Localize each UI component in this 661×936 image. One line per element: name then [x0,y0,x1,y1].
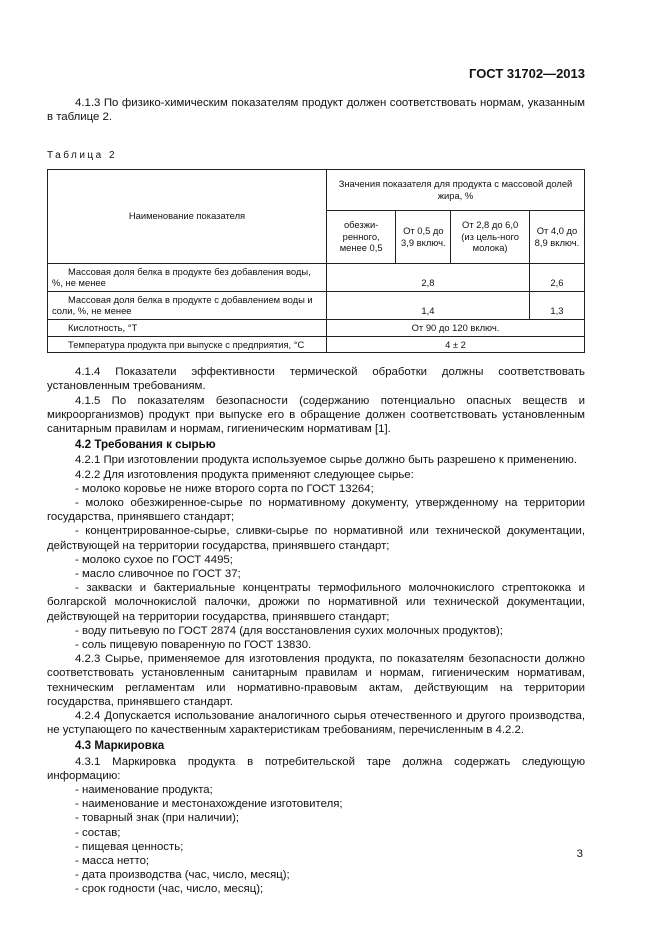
section-heading-4-3: 4.3 Маркировка [75,739,165,753]
list-item: - воду питьевую по ГОСТ 2874 (для восстановления сухих молочных продуктов); [75,624,503,637]
document-code: ГОСТ 31702—2013 [469,66,585,81]
list-item: - состав; [75,826,121,839]
para-4-1-3: 4.1.3 По физико-химическим показателям продукт должен соответствовать нормам, указанным в таблице 2. [47,97,585,124]
table-row [48,263,585,291]
row-value: 4 ± 2 [327,336,585,353]
list-item: - масса нетто; [75,855,150,868]
list-item: - молоко обезжиренное-сырье по нормативному документу, утвержденному на территории государства, принявшего стандарт; [47,497,585,524]
row-value: 2,6 [529,263,584,291]
list-item: - закваски и бактериальные концентраты термофильного молочнокислого стрептококка и болгарской молочнокислой палочки, дрожжи по нормативной или технической документации, действующей на территории государства, принявшего стандарт; [47,582,585,623]
header-col-4: От 4,0 до 8,9 включ. [529,210,584,263]
header-col-2: От 0,5 до 3,9 включ. [396,210,451,263]
table-row [48,291,585,319]
row-value: 2,8 [327,263,530,291]
row-value: От 90 до 120 включ. [327,319,585,336]
list-item: - молоко коровье не ниже второго сорта по ГОСТ 13264; [75,482,374,495]
page-content [47,96,585,897]
list-item: - наименование продукта; [75,784,213,797]
list-item: - концентрированное-сырье, сливки-сырье по нормативной или технической документации, действующей на территории государства, принявшего стандарт; [47,525,585,552]
para-4-2-1: 4.2.1 При изготовлении продукта используемое сырье должно быть разрешено к применению. [75,454,578,467]
table-caption: Таблица 2 [47,150,118,162]
header-values-group: Значения показателя для продукта с массовой долей жира, % [327,169,585,210]
page-number: 3 [576,848,583,860]
row-name: Температура продукта при выпуске с предприятия, °С [48,336,327,353]
row-value: 1,4 [327,291,530,319]
para-4-1-4: 4.1.4 Показатели эффективности термической обработки должны соответствовать установленным требованиям. [47,366,585,393]
list-item: - масло сливочное по ГОСТ 37; [75,568,241,581]
table-row [48,319,585,336]
table-row [48,336,585,353]
para-4-2-4: 4.2.4 Допускается использование аналогичного сырья отечественного и другого производства, не уступающего по качественным характеристикам требованиям, перечисленным в 4.2.2. [47,710,585,737]
header-col-1: обезжи-ренного, менее 0,5 [327,210,396,263]
list-item: - пищевая ценность; [75,840,184,853]
list-item: - наименование и местонахождение изготовителя; [75,798,343,811]
table-2 [47,169,585,354]
list-item: - дата производства (час, число, месяц); [75,869,290,882]
header-indicator-name: Наименование показателя [48,169,327,263]
row-name: Кислотность, °Т [48,319,327,336]
list-item: - срок годности (час, число, месяц); [75,883,264,896]
row-value: 1,3 [529,291,584,319]
header-col-3: От 2,8 до 6,0 (из цель-ного молока) [451,210,530,263]
row-name: Массовая доля белка в продукте без добавления воды, %, не менее [48,263,327,291]
table-header-row [48,169,585,210]
list-item: - соль пищевую поваренную по ГОСТ 13830. [75,639,312,652]
para-4-2-2: 4.2.2 Для изготовления продукта применяют следующее сырье: [75,468,414,481]
para-4-1-5: 4.1.5 По показателям безопасности (содержанию потенциально опасных веществ и микроорганизмов) продукт при выпуске его в обращение должен соответствовать установленным санитарным правилам и нормам, гигиеническим нормативам [1]. [47,394,585,435]
list-item: - товарный знак (при наличии); [75,812,240,825]
row-name: Массовая доля белка в продукте с добавлением воды и соли, %, не менее [48,291,327,319]
para-4-2-3: 4.2.3 Сырье, применяемое для изготовления продукта, по показателям безопасности должно соответствовать установленным санитарным правилам и нормам, гигиеническим нормативам, техническим регламентам или нормативно-правовым актам, действующим на территории государства, принявшего стандарт. [47,653,585,708]
section-heading-4-2: 4.2 Требования к сырью [75,438,216,452]
para-4-3-1: 4.3.1 Маркировка продукта в потребительской таре должна содержать следующую информацию: [47,755,585,782]
list-item: - молоко сухое по ГОСТ 4495; [75,553,233,566]
